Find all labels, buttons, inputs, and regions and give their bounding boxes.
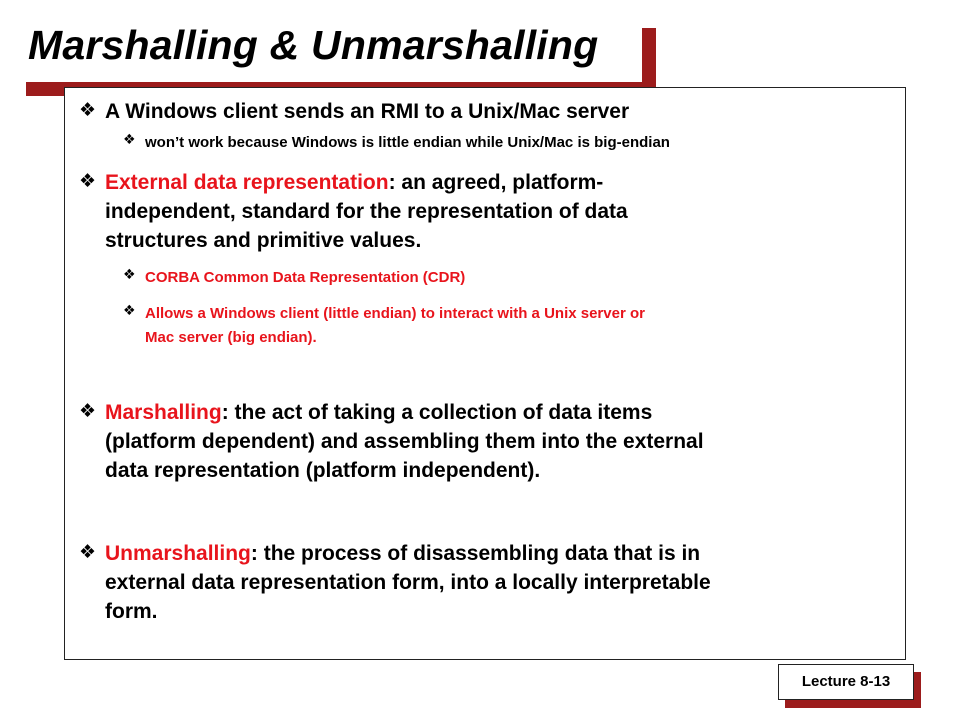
- slide-title: Marshalling & Unmarshalling: [28, 22, 599, 68]
- bullet-item-marshalling: [79, 398, 704, 485]
- bullet-text-line: data representation (platform independent).: [105, 459, 541, 482]
- sub-bullet-item-endian: [123, 131, 670, 155]
- bullet-text-line: independent, standard for the representation of data: [105, 200, 628, 223]
- diamond-bullet-icon: ❖: [79, 170, 97, 192]
- diamond-bullet-icon: ❖: [123, 267, 136, 283]
- bullet-item-external-data: [79, 168, 628, 255]
- content-frame: [64, 87, 906, 660]
- term-unmarshalling: Unmarshalling: [105, 542, 251, 565]
- sub-bullet-item-interop: [123, 302, 645, 350]
- bullet-text: A Windows client sends an RMI to a Unix/Mac server: [105, 100, 630, 123]
- bullet-text-line: structures and primitive values.: [105, 229, 422, 252]
- diamond-bullet-icon: ❖: [123, 303, 136, 319]
- term-external-data-representation: External data representation: [105, 171, 389, 194]
- bullet-text: : the act of taking a collection of data items: [221, 401, 653, 424]
- term-marshalling: Marshalling: [105, 401, 222, 424]
- bullet-item-rmi: [79, 97, 629, 126]
- title-shadow: [642, 28, 656, 88]
- bullet-text: : an agreed, platform-: [388, 171, 604, 194]
- bullet-text-line: external data representation form, into a locally interpretable: [105, 571, 711, 594]
- sub-bullet-text: CORBA Common Data Representation (CDR): [145, 269, 466, 286]
- sub-bullet-text-line: Mac server (big endian).: [145, 329, 317, 346]
- bullet-text-line: (platform dependent) and assembling them into the external: [105, 430, 704, 453]
- lecture-badge: Lecture 8-13: [778, 664, 914, 700]
- bullet-text-line: form.: [105, 600, 158, 623]
- bullet-item-unmarshalling: [79, 539, 711, 626]
- diamond-bullet-icon: ❖: [79, 400, 97, 422]
- diamond-bullet-icon: ❖: [79, 99, 97, 121]
- diamond-bullet-icon: ❖: [123, 132, 136, 148]
- sub-bullet-text: Allows a Windows client (little endian) to interact with a Unix server or: [145, 305, 645, 322]
- title-box: [18, 20, 640, 80]
- bullet-text: : the process of disassembling data that is in: [250, 542, 701, 565]
- title-frame: [18, 20, 638, 76]
- diamond-bullet-icon: ❖: [79, 541, 97, 563]
- sub-bullet-text: won’t work because Windows is little endian while Unix/Mac is big-endian: [145, 134, 670, 151]
- sub-bullet-item-cdr: [123, 266, 465, 290]
